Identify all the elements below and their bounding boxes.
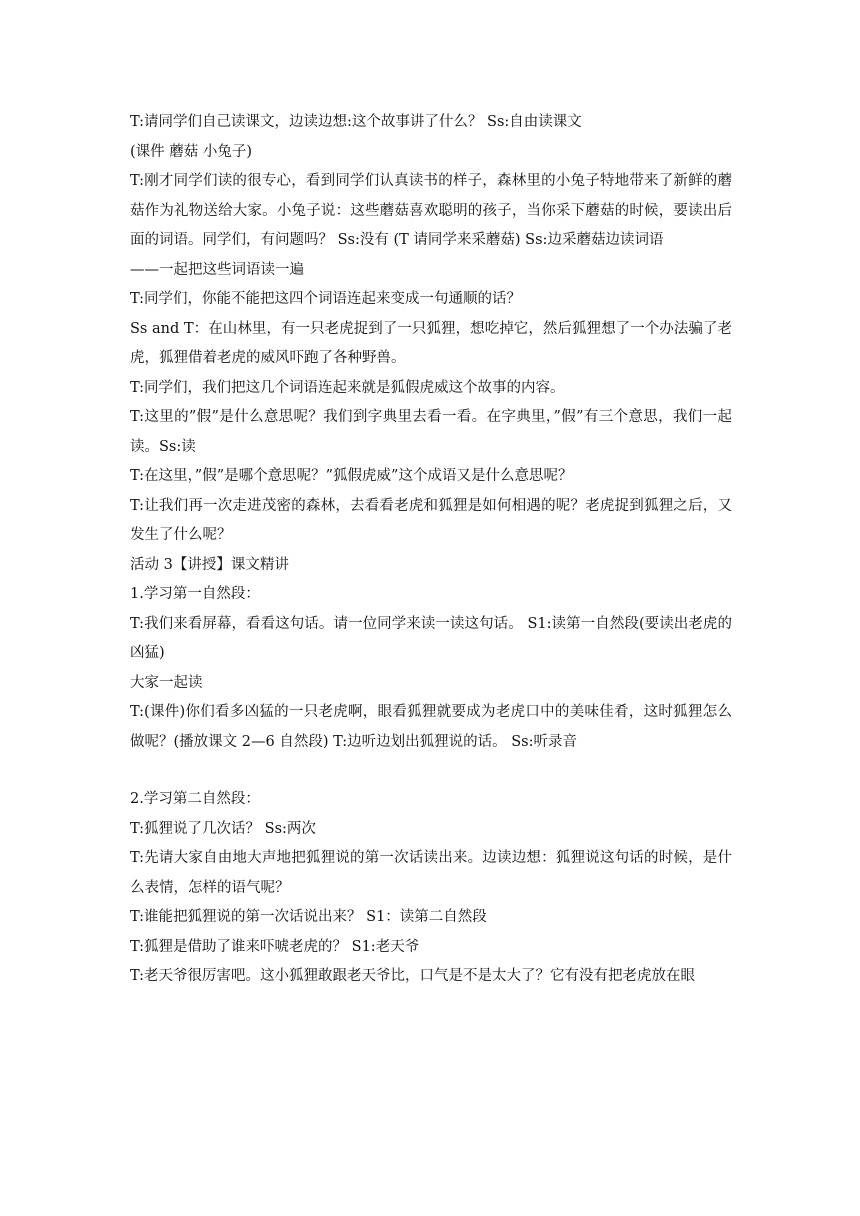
paragraph: T:(课件)你们看多凶猛的一只老虎啊，眼看狐狸就要成为老虎口中的美味佳肴，这时狐狸怎么做呢？(播放课文 2—6 自然段) T:边听边划出狐狸说的话。 Ss:听录音 xyxy=(130,704,732,750)
paragraph: T:谁能把狐狸说的第一次话说出来？ S1：读第二自然段 xyxy=(130,909,487,925)
paragraph: T:在这里，”假”是哪个意思呢？”狐假虎威”这个成语又是什么意思呢？ xyxy=(130,468,573,484)
paragraph: T:请同学们自己读课文，边读边想:这个故事讲了什么？ Ss:自由读课文 xyxy=(130,114,582,130)
paragraph: ——一起把这些词语读一遍 xyxy=(130,261,304,278)
paragraph: T:狐狸说了几次话？ Ss:两次 xyxy=(130,820,316,837)
paragraph: 大家一起读 xyxy=(130,674,203,691)
blank-line xyxy=(130,757,732,785)
paragraph: Ss and T：在山林里，有一只老虎捉到了一只狐狸，想吃掉它，然后狐狸想了一个办法骗了老虎，狐狸借着老虎的威风吓跑了各种野兽。 xyxy=(130,320,732,366)
paragraph: T:我们来看屏幕，看看这句话。请一位同学来读一读这句话。 S1:读第一自然段(要读出老虎的凶猛) xyxy=(130,615,732,661)
paragraph: T:老天爷很厉害吧。这小狐狸敢跟老天爷比，口气是不是太大了？它有没有把老虎放在眼 xyxy=(130,968,696,984)
paragraph: T:这里的”假”是什么意思呢？我们到字典里去看一看。在字典里，”假”有三个意思，我们一起读。Ss:读 xyxy=(130,409,732,455)
section-heading: 活动 3【讲授】课文精讲 xyxy=(130,556,289,573)
paragraph: T:同学们，我们把这几个词语连起来就是狐假虎威这个故事的内容。 xyxy=(130,379,565,396)
subsection-heading: 1.学习第一自然段： xyxy=(130,586,260,602)
paragraph: T:同学们，你能不能把这四个词语连起来变成一句通顺的话？ xyxy=(130,291,522,307)
paragraph: T:让我们再一次走进茂密的森林，去看看老虎和狐狸是如何相遇的呢？老虎捉到狐狸之后，又发生了什么呢？ xyxy=(130,497,732,543)
paragraph: T:先请大家自由地大声地把狐狸说的第一次话读出来。边读边想：狐狸说这句话的时候，是什么表情，怎样的语气呢？ xyxy=(130,850,732,896)
subsection-heading: 2.学习第二自然段： xyxy=(130,791,260,807)
paragraph: (课件 蘑菇 小兔子) xyxy=(130,143,253,160)
paragraph: T:狐狸是借助了谁来吓唬老虎的？ S1:老天爷 xyxy=(130,938,420,955)
paragraph: T:刚才同学们读的很专心，看到同学们认真读书的样子，森林里的小兔子特地带来了新鲜的蘑菇作为礼物送给大家。小兔子说：这些蘑菇喜欢聪明的孩子，当你采下蘑菇的时候，要读出后面的词语。同学们，有问题吗？ Ss:没有 (T 请同学来采蘑菇) Ss:边采蘑菇边读词语 xyxy=(130,173,732,248)
document-body xyxy=(130,108,732,992)
